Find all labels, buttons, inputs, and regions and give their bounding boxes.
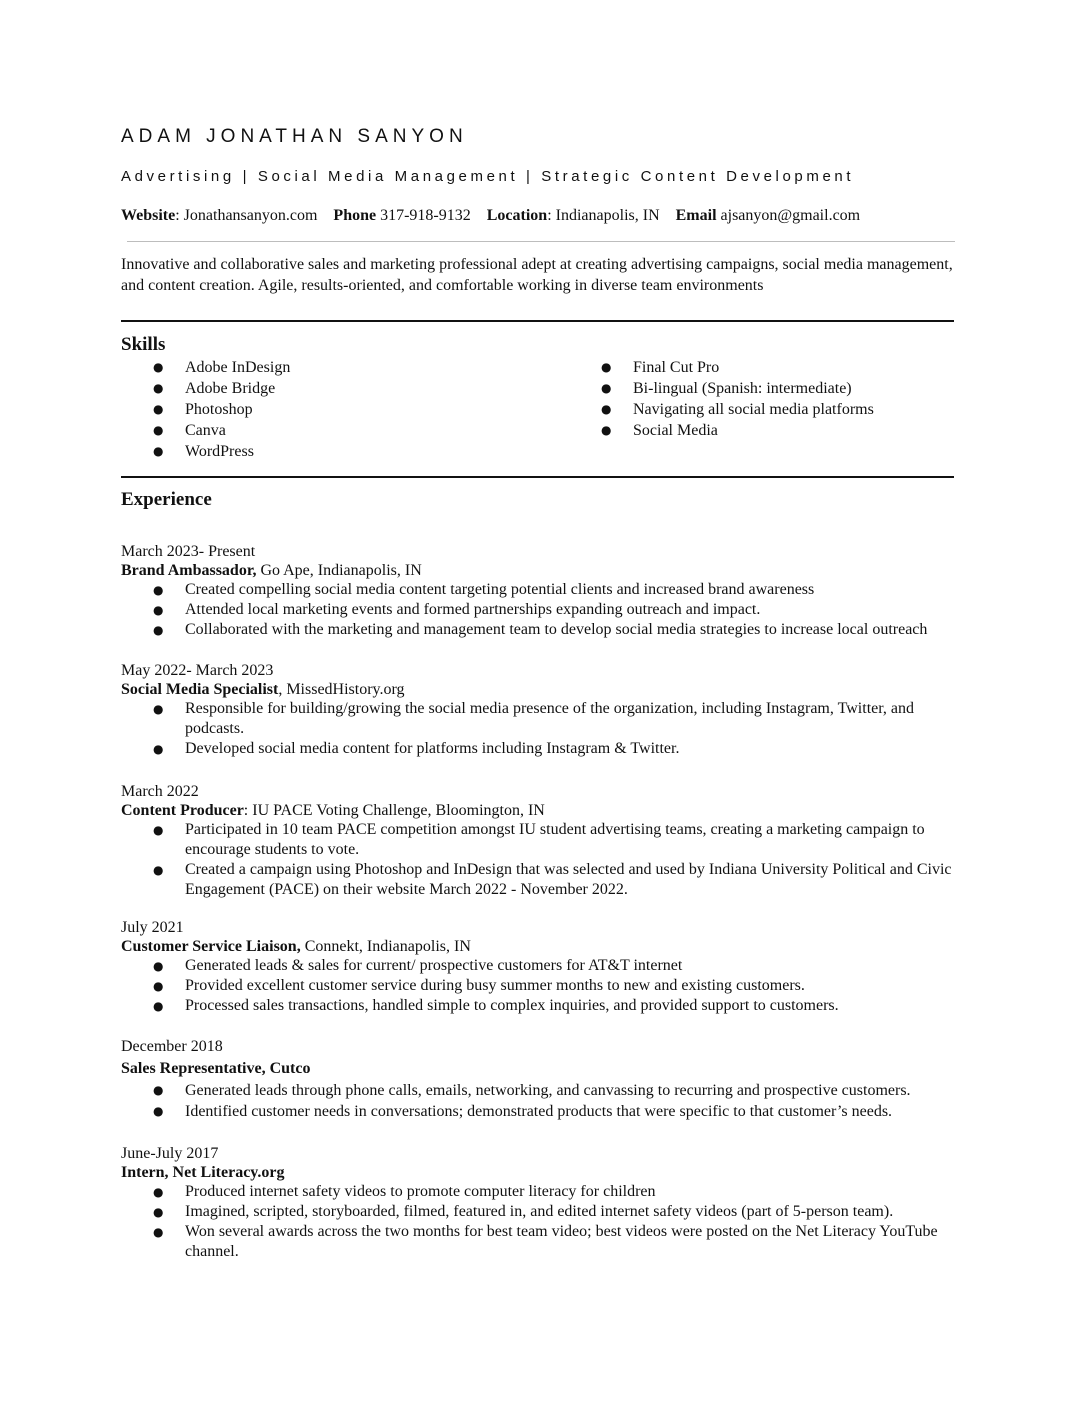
job-title [121,1059,961,1078]
skill-item: ● Final Cut Pro [569,357,874,378]
job-org: Connekt, Indianapolis, IN [300,938,471,955]
summary: Innovative and collaborative sales and marketing professional adept at creating advertising campaigns, social media management, and content creation. Agile, results-oriented, and comfortable working in diverse team environments [121,256,953,294]
job-date: June-July 2017 [121,1145,219,1162]
location-label: Location [486,207,548,224]
job-bullet: ● Processed sales transactions, handled simple to complex inquiries, and provided support to customers. [121,996,961,1016]
job-bullets [121,956,961,1016]
skills-list-left [121,357,290,463]
job-role: Content Producer [121,802,244,819]
job-bullets [121,699,961,759]
website-value: : Jonathansanyon.com [175,207,318,224]
header-divider [127,241,955,242]
job-bullet: ● Responsible for building/growing the social media presence of the organization, including Instagram, Twitter, and podcasts. [121,699,961,739]
job-bullet: ● Produced internet safety videos to promote computer literacy for children [121,1182,961,1202]
job-role: Social Media Specialist [121,681,279,698]
skills-heading: Skills [121,334,166,355]
candidate-name: ADAM JONATHAN SANYON [121,126,468,147]
job-title [121,1163,961,1182]
job-bullets [121,580,961,640]
job-date: December 2018 [121,1038,223,1055]
job-title [121,801,961,820]
job-bullet: ● Provided excellent customer service during busy summer months to new and existing customers. [121,976,961,996]
job-entry [121,542,961,640]
phone-value: 317-918-9132 [380,207,471,224]
job-role: Customer Service Liaison, [121,938,301,955]
email-value: ajsanyon@gmail.com [720,207,861,224]
job-entry [121,782,961,900]
job-entry [121,1144,961,1262]
job-role: Brand Ambassador, [121,562,257,579]
job-entry [121,1037,961,1122]
job-entry [121,661,961,759]
job-bullet: ● Developed social media content for platforms including Instagram & Twitter. [121,739,961,759]
job-title [121,561,961,580]
contact-line [121,207,860,225]
skills-list-right [569,357,874,441]
job-org: : IU PACE Voting Challenge, Bloomington, IN [243,802,545,819]
tagline: Advertising | Social Media Management | Strategic Content Development [121,168,855,185]
job-role: Intern, Net Literacy.org [121,1164,285,1181]
skill-item: ● Canva [121,420,290,441]
job-bullet: ● Imagined, scripted, storyboarded, filmed, featured in, and edited internet safety videos (part of 5-person team). [121,1202,961,1222]
job-title [121,937,961,956]
job-date: March 2022 [121,783,199,800]
job-bullet: ● Identified customer needs in conversations; demonstrated products that were specific to that customer’s needs. [121,1101,961,1122]
skills-divider [121,320,954,322]
job-org: Go Ape, Indianapolis, IN [256,562,422,579]
job-bullets [121,1182,961,1262]
job-role: Sales Representative, Cutco [121,1060,311,1077]
job-entry [121,918,961,1016]
job-bullets [121,820,961,900]
website-label: Website [121,207,176,224]
job-bullet: ● Created compelling social media content targeting potential clients and increased brand awareness [121,580,961,600]
email-label: Email [675,207,717,224]
job-bullet: ● Generated leads through phone calls, emails, networking, and canvassing to recurring and prospective customers. [121,1080,961,1101]
job-bullet: ● Created a campaign using Photoshop and InDesign that was selected and used by Indiana University Political and Civic Engagement (PACE) on their website March 2022 - November 2022. [121,860,961,900]
job-bullet: ● Generated leads & sales for current/ prospective customers for AT&T internet [121,956,961,976]
job-bullets [121,1080,961,1122]
skill-item: ● Bi-lingual (Spanish: intermediate) [569,378,874,399]
phone-label: Phone [333,207,377,224]
job-bullet: ● Attended local marketing events and formed partnerships expanding outreach and impact. [121,600,961,620]
experience-divider [121,476,954,478]
job-bullet: ● Won several awards across the two months for best team video; best videos were posted on the Net Literacy YouTube channel. [121,1222,961,1262]
job-title [121,680,961,699]
experience-heading: Experience [121,489,212,510]
job-date: July 2021 [121,919,184,936]
skill-item: ● Navigating all social media platforms [569,399,874,420]
skill-item: ● Photoshop [121,399,290,420]
location-value: : Indianapolis, IN [547,207,660,224]
job-org: , MissedHistory.org [278,681,405,698]
skill-item: ● Adobe InDesign [121,357,290,378]
skill-item: ● WordPress [121,441,290,463]
skill-item: ● Adobe Bridge [121,378,290,399]
skill-item: ● Social Media [569,420,874,441]
job-date: March 2023- Present [121,543,256,560]
job-bullet: ● Participated in 10 team PACE competition amongst IU student advertising teams, creating a marketing campaign to encourage students to vote. [121,820,961,860]
job-bullet: ● Collaborated with the marketing and management team to develop social media strategies to increase local outreach [121,620,961,640]
job-date: May 2022- March 2023 [121,662,274,679]
